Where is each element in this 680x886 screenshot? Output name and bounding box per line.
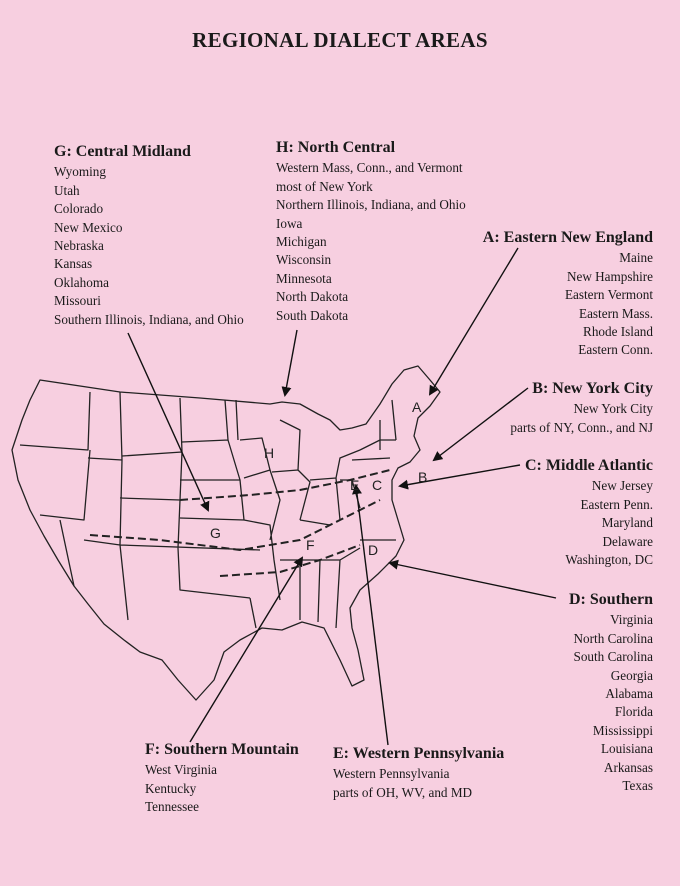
- map-label-c: C: [372, 477, 383, 493]
- region-item: Wyoming: [54, 164, 106, 180]
- region-item: Arkansas: [603, 759, 653, 775]
- page-title: REGIONAL DIALECT AREAS: [192, 28, 488, 52]
- arrow-g: [128, 333, 208, 510]
- region-d: [569, 591, 653, 795]
- region-item: Washington, DC: [565, 552, 653, 568]
- region-item: Virginia: [610, 612, 653, 628]
- region-a: [483, 229, 653, 360]
- region-item: Maine: [619, 250, 653, 266]
- region-heading: F: Southern Mountain: [145, 741, 299, 758]
- map-label-e: E: [350, 477, 360, 493]
- region-heading: G: Central Midland: [54, 143, 191, 160]
- map-label-h: H: [264, 445, 275, 461]
- arrow-f: [190, 558, 302, 742]
- region-item: parts of NY, Conn., and NJ: [510, 419, 653, 435]
- region-item: South Carolina: [573, 649, 653, 665]
- region-item: Wisconsin: [276, 252, 332, 268]
- region-item: Eastern Mass.: [579, 305, 653, 321]
- region-item: Eastern Vermont: [564, 287, 653, 303]
- region-item: Rhode Island: [583, 324, 653, 340]
- region-item: Florida: [614, 704, 653, 720]
- region-heading: E: Western Pennsylvania: [333, 745, 505, 762]
- region-item: Georgia: [610, 667, 653, 683]
- region-item: Tennessee: [145, 799, 199, 815]
- region-e: [333, 745, 504, 802]
- region-item: New York City: [573, 401, 653, 417]
- region-item: Southern Illinois, Indiana, and Ohio: [54, 311, 244, 327]
- region-b: [510, 380, 653, 437]
- region-heading: B: New York City: [532, 380, 653, 397]
- region-item: North Carolina: [573, 630, 653, 646]
- region-item: Mississippi: [592, 722, 653, 738]
- region-item: Kansas: [54, 256, 93, 272]
- map-label-d: D: [368, 542, 379, 558]
- region-item: most of New York: [276, 178, 373, 194]
- region-item: New Mexico: [54, 219, 123, 235]
- map-label-b: B: [418, 469, 428, 485]
- region-item: Eastern Penn.: [580, 496, 653, 512]
- region-item: West Virginia: [145, 762, 218, 778]
- region-item: Nebraska: [54, 238, 104, 254]
- region-item: Maryland: [601, 515, 653, 531]
- region-item: South Dakota: [276, 307, 349, 323]
- region-f: [145, 741, 299, 817]
- region-item: North Dakota: [276, 289, 349, 305]
- arrow-h: [285, 330, 297, 395]
- region-heading: A: Eastern New England: [482, 229, 653, 246]
- region-item: Western Mass, Conn., and Vermont: [276, 160, 463, 176]
- region-item: Iowa: [276, 215, 303, 231]
- region-item: Delaware: [602, 533, 653, 549]
- region-heading: C: Middle Atlantic: [525, 457, 653, 474]
- region-item: Eastern Conn.: [578, 342, 653, 358]
- region-c: [525, 457, 653, 569]
- region-item: Utah: [54, 182, 80, 198]
- region-heading: H: North Central: [276, 139, 396, 156]
- region-item: parts of OH, WV, and MD: [333, 784, 473, 800]
- region-item: Michigan: [276, 234, 327, 250]
- region-item: Louisiana: [600, 741, 653, 757]
- region-h: [276, 139, 466, 325]
- region-item: Colorado: [54, 201, 104, 217]
- region-item: Kentucky: [145, 780, 197, 796]
- map-label-g: G: [210, 525, 221, 541]
- region-item: Northern Illinois, Indiana, and Ohio: [276, 197, 466, 213]
- region-item: Minnesota: [276, 270, 332, 286]
- region-item: New Jersey: [591, 478, 653, 494]
- region-item: Texas: [622, 778, 653, 794]
- region-item: New Hampshire: [566, 268, 653, 284]
- map-label-f: F: [306, 537, 315, 553]
- region-heading: D: Southern: [568, 591, 653, 608]
- region-g: [54, 143, 244, 329]
- region-item: Western Pennsylvania: [333, 766, 450, 782]
- arrow-e: [356, 486, 388, 745]
- map-label-a: A: [412, 399, 422, 415]
- region-item: Alabama: [605, 686, 653, 702]
- region-item: Missouri: [54, 293, 101, 309]
- region-item: Oklahoma: [54, 274, 109, 290]
